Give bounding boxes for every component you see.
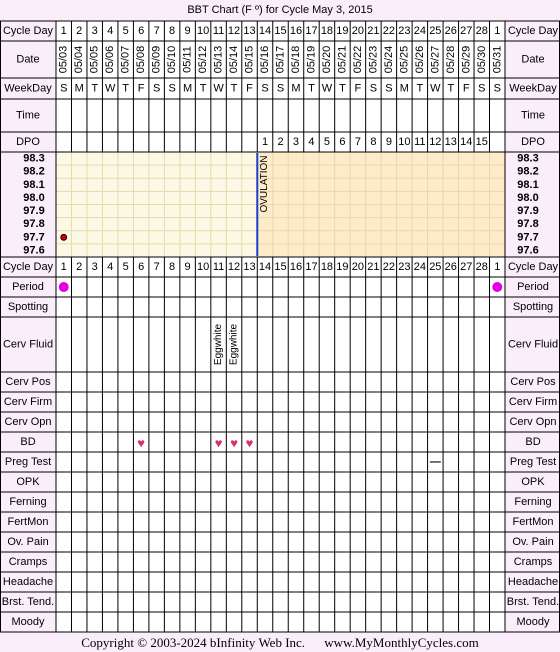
date-label: 05/05 [88,45,101,74]
temp-label-right: 97.9 [517,205,539,218]
row-label-left: BD [20,436,36,448]
cycle-day-number: 15 [274,25,287,37]
temp-label-right: 97.8 [517,218,539,231]
cycle-day-number: 6 [138,25,145,37]
dpo-number: 10 [398,136,411,148]
cycle-day-number: 2 [76,261,83,273]
temp-label-left: 98.3 [23,152,45,165]
weekday-label: W [430,82,441,95]
site-link[interactable]: www.MyMonthlyCycles.com [324,635,479,650]
dpo-number: 12 [429,136,442,148]
date-label: 05/11 [181,46,194,73]
row-label-right: Preg Test [509,456,557,468]
weekday-label: S [152,82,161,95]
cycle-day-number: 10 [196,25,210,37]
row-label-right: Time [520,109,546,122]
row-label-right: Headache [507,576,559,588]
temp-label-right: 97.6 [517,244,539,257]
dpo-number: 7 [354,136,361,148]
date-label: 05/14 [228,45,241,74]
date-label: 05/12 [197,45,210,74]
cycle-day-number: 23 [398,25,411,37]
cycle-day-number: 10 [196,261,210,273]
cycle-day-number: 7 [153,261,160,273]
temp-label-left: 98.1 [23,178,45,191]
cycle-day-number: 25 [429,25,442,37]
date-label: 05/19 [305,45,318,74]
row-label-left: OPK [16,476,40,488]
cycle-day-number: 18 [320,25,334,37]
cycle-day-number: 9 [184,25,191,37]
chart-title: BBT Chart (F º) for Cycle May 3, 2015 [187,4,373,16]
date-label: 05/30 [475,45,488,74]
temp-label-left: 98.0 [23,191,45,204]
dpo-number: 6 [339,136,346,148]
cycle-day-number: 22 [382,261,396,273]
ovulation-label: OVULATION [258,155,270,213]
row-label-right: Spotting [512,301,554,313]
date-label: 05/23 [367,45,380,74]
cycle-day-number: 13 [243,25,256,37]
row-label-right: Cerv Opn [509,416,557,428]
cycle-day-number: 20 [351,25,365,37]
date-label: 05/09 [150,45,163,74]
temp-label-right: 98.0 [517,191,539,204]
row-label-left: Period [12,281,44,293]
dpo-number: 14 [460,136,473,148]
row-label-left: WeekDay [4,82,52,95]
weekday-label: F [246,82,253,95]
row-label-right: Cerv Fluid [507,338,559,351]
dpo-number: 8 [370,136,377,148]
weekday-label: M [291,82,301,95]
dpo-number: 4 [308,136,315,148]
row-label-left: FertMon [7,516,49,528]
weekday-label: S [168,82,176,95]
cycle-day-number: 27 [460,25,473,37]
temp-label-right: 97.7 [517,231,539,244]
row-label-right: FertMon [512,516,554,528]
temp-label-left: 97.9 [23,205,45,218]
cycle-day-number: 9 [184,261,191,273]
cycle-day-number: 23 [398,261,411,273]
row-label-right: Date [521,53,545,66]
row-label-left: Cycle Day [2,261,54,273]
cycle-day-number: 3 [91,261,98,273]
date-label: 05/16 [259,45,272,74]
temp-point [61,234,67,240]
row-label-right: Period [517,281,549,293]
bd-heart-icon: ♥ [214,435,223,451]
date-label: 05/04 [73,45,86,74]
cerv-fluid-entry: Eggwhite [228,323,240,366]
weekday-label: M [74,82,84,95]
row-label-left: Cerv Fluid [2,338,54,351]
temp-label-right: 98.3 [517,152,539,165]
row-label-left: DPO [16,136,40,148]
row-label-right: Cycle Day [507,261,559,273]
temp-label-left: 97.7 [23,231,45,244]
cycle-day-number: 16 [289,25,303,37]
date-label: 05/07 [119,45,132,74]
row-label-left: Ov. Pain [7,536,49,548]
date-label: 05/26 [413,45,426,74]
cycle-day-number: 11 [212,25,225,37]
row-label-left: Cycle Day [2,25,54,37]
dpo-number: 11 [414,136,426,148]
weekday-label: M [183,82,193,95]
preg-test-mark: — [429,456,441,468]
temp-label-left: 97.6 [23,244,45,257]
row-label-right: Ov. Pain [512,536,554,548]
bd-heart-icon: ♥ [137,435,146,451]
row-label-right: Cerv Pos [510,376,556,388]
weekday-label: S [385,82,393,95]
cycle-day-number: 17 [305,25,318,37]
date-label: 05/28 [444,45,457,74]
row-label-left: Ferning [9,496,47,508]
cycle-day-number: 1 [494,261,501,273]
cycle-day-number: 19 [336,25,349,37]
cycle-day-number: 12 [227,261,241,273]
weekday-label: S [478,82,486,95]
cycle-day-number: 26 [444,25,457,37]
weekday-label: F [137,82,145,95]
weekday-label: T [199,82,207,95]
cycle-day-number: 20 [351,261,365,273]
date-label: 05/06 [104,45,117,74]
row-label-right: Moody [516,616,550,628]
weekday-label: W [104,82,116,95]
cycle-day-number: 8 [169,261,176,273]
date-label: 05/31 [491,45,504,74]
period-dot [492,282,502,292]
cycle-day-number: 24 [413,261,426,273]
cerv-fluid-entry: Eggwhite [213,323,225,366]
weekday-label: S [276,82,285,95]
cycle-day-number: 24 [413,25,426,37]
weekday-label: T [308,82,315,95]
row-label-right: Cycle Day [507,25,559,37]
weekday-label: M [399,82,409,95]
weekday-label: W [213,82,224,95]
date-label: 05/08 [135,45,148,74]
grid-background [56,21,505,632]
dpo-number: 9 [385,136,392,148]
cycle-day-number: 1 [60,25,67,37]
cycle-day-number: 5 [122,25,129,37]
copyright-text: Copyright © 2003-2024 bInfinity Web Inc. [81,635,306,650]
row-label-right: Brst. Tend. [506,596,560,608]
cycle-day-number: 1 [494,25,501,37]
cycle-day-number: 25 [429,261,442,273]
row-label-left: Brst. Tend. [1,596,55,608]
cycle-day-number: 5 [122,261,129,273]
bd-heart-icon: ♥ [245,435,254,451]
cycle-day-number: 6 [138,261,145,273]
cycle-day-number: 7 [153,25,160,37]
cycle-day-number: 21 [367,261,380,273]
row-label-left: Spotting [7,301,49,313]
cycle-day-number: 8 [169,25,176,37]
dpo-number: 15 [475,136,488,148]
date-label: 05/25 [398,45,411,74]
weekday-label: F [354,82,362,95]
row-label-right: Cramps [513,556,553,568]
period-dot [59,282,69,292]
cycle-day-number: 28 [475,261,488,273]
row-label-right: DPO [521,136,545,148]
weekday-label: W [321,82,333,95]
row-label-left: Moody [11,616,45,628]
row-label-left: Headache [2,576,54,588]
date-label: 05/27 [429,45,442,74]
dpo-number: 1 [261,136,269,148]
row-label-right: Cerv Firm [508,396,558,408]
bd-heart-icon: ♥ [230,435,238,451]
cycle-day-number: 19 [336,261,349,273]
weekday-label: T [230,82,238,95]
date-label: 05/24 [382,45,395,74]
weekday-label: S [493,82,501,95]
weekday-label: S [60,82,68,95]
date-label: 05/17 [274,45,287,74]
date-label: 05/10 [166,45,179,74]
cycle-day-number: 15 [274,261,287,273]
cycle-day-number: 21 [367,25,380,37]
temp-label-left: 97.8 [23,218,45,231]
temp-label-right: 98.2 [517,165,539,178]
footer [0,633,560,652]
cycle-day-number: 3 [91,25,98,37]
row-label-left: Cerv Firm [3,396,53,408]
row-label-left: Date [16,53,40,66]
cycle-day-number: 16 [289,261,303,273]
cycle-day-number: 22 [382,25,396,37]
cycle-day-number: 4 [107,25,114,37]
cycle-day-number: 11 [212,261,225,273]
temp-label-right: 98.1 [517,178,539,191]
row-label-right: BD [525,436,541,448]
row-label-right: WeekDay [509,82,557,95]
cycle-day-number: 12 [227,25,241,37]
row-label-left: Cramps [8,556,48,568]
dpo-number: 2 [277,136,284,148]
cycle-day-number: 28 [475,25,488,37]
cycle-day-number: 26 [444,261,457,273]
row-label-left: Time [15,109,41,122]
date-label: 05/20 [320,45,333,74]
row-label-left: Cerv Pos [5,376,51,388]
cycle-day-number: 13 [243,261,256,273]
cycle-day-number: 14 [258,261,272,273]
row-label-right: OPK [521,476,545,488]
date-label: 05/15 [243,45,256,74]
cycle-day-number: 1 [60,261,67,273]
cycle-day-number: 2 [76,25,83,37]
date-label: 05/21 [336,45,349,74]
weekday-label: T [339,82,346,95]
date-label: 05/22 [351,45,364,74]
date-label: 05/13 [212,45,225,74]
weekday-label: T [91,82,99,95]
dpo-number: 3 [292,136,300,148]
cycle-day-number: 4 [107,261,114,273]
cycle-day-number: 14 [258,25,272,37]
row-label-left: Cerv Opn [4,416,52,428]
cycle-day-number: 18 [320,261,334,273]
date-label: 05/03 [57,45,70,74]
weekday-label: F [462,82,470,95]
weekday-label: T [447,82,455,95]
dpo-number: 5 [323,136,331,148]
weekday-label: S [369,82,378,95]
row-label-right: Ferning [514,496,552,508]
row-label-left: Preg Test [4,456,52,468]
weekday-label: T [416,82,424,95]
weekday-label: T [122,82,130,95]
temp-label-left: 98.2 [23,165,45,178]
weekday-label: S [261,82,269,95]
dpo-number: 13 [444,136,457,148]
cycle-day-number: 17 [305,261,318,273]
date-label: 05/18 [289,45,302,74]
date-label: 05/29 [460,45,473,74]
cycle-day-number: 27 [460,261,473,273]
